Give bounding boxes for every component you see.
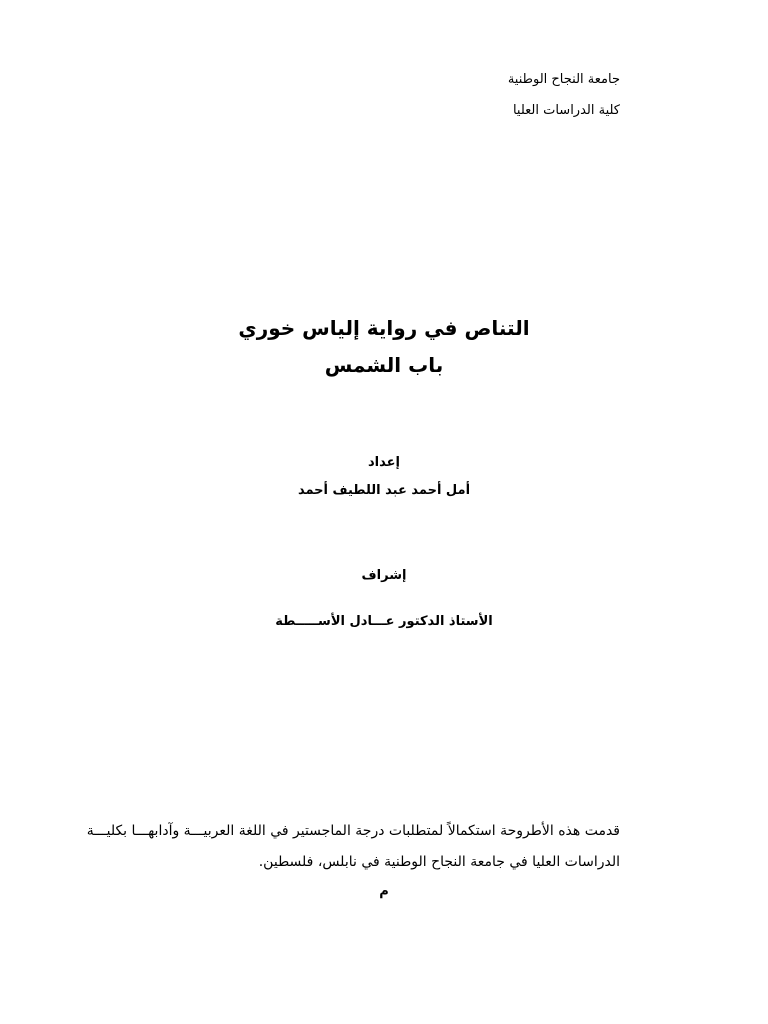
- university-name: جامعة النجاح الوطنية: [507, 72, 620, 87]
- supervision-label: إشراف: [361, 568, 407, 583]
- thesis-title: التناص في رواية إلياس خوري: [238, 316, 530, 340]
- prepared-by-label: إعداد: [368, 455, 400, 470]
- thesis-subtitle: باب الشمس: [324, 353, 444, 377]
- submission-statement-line-1: قدمت هذه الأطروحة استكمالاً لمتطلبات درجة الماجستير في اللغة العربيـــة وآدابهـــا بكليـــة: [86, 823, 620, 839]
- submission-statement-line-2: الدراسات العليا في جامعة النجاح الوطنية في نابلس، فلسطين.: [258, 854, 620, 870]
- author-name: أمل أحمد عبد اللطيف أحمد: [297, 483, 471, 498]
- year-marker: م: [379, 884, 389, 899]
- faculty-name: كلية الدراسات العليا: [512, 103, 620, 118]
- supervisor-name: الأستاذ الدكتور عـــادل الأســـــطة: [275, 614, 493, 629]
